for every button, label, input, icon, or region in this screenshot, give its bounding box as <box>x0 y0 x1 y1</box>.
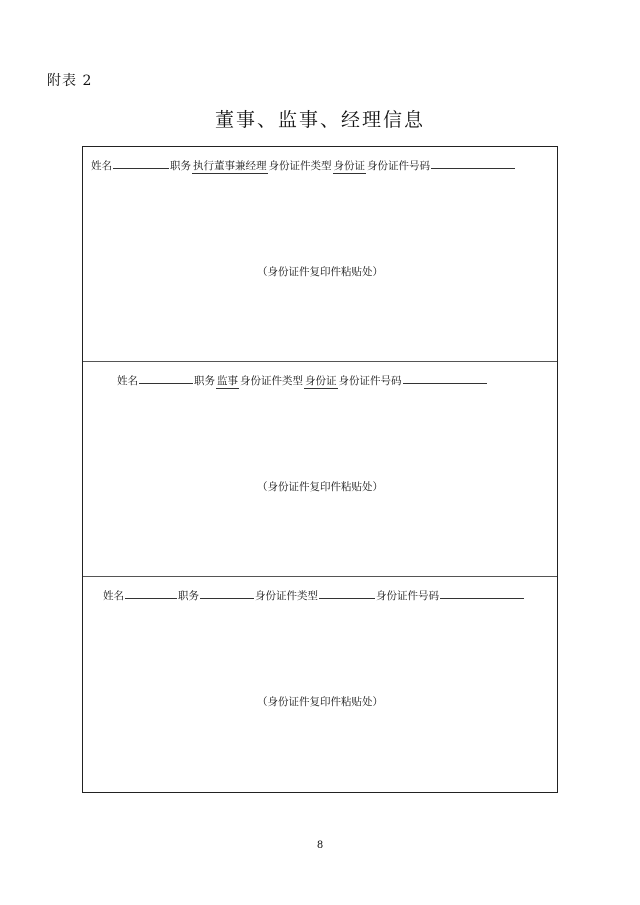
position-value[interactable]: 监事 <box>217 375 238 387</box>
name-field[interactable] <box>125 587 177 599</box>
id-type-label: 身份证件类型 <box>268 160 332 172</box>
id-copy-paste-area: （身份证件复印件粘贴处） <box>257 266 383 278</box>
name-label: 姓名 <box>103 590 124 602</box>
id-number-label: 身份证件号码 <box>338 375 402 387</box>
id-type-value[interactable]: 身份证 <box>305 375 337 387</box>
position-label: 职务 <box>194 375 215 387</box>
page-number: 8 <box>316 840 324 851</box>
id-number-label: 身份证件号码 <box>367 160 430 172</box>
info-line <box>91 157 516 174</box>
id-number-field[interactable] <box>403 372 487 384</box>
id-copy-paste-area: （身份证件复印件粘贴处） <box>257 696 383 708</box>
person-section-3 <box>83 577 557 791</box>
name-label: 姓名 <box>117 375 138 387</box>
info-line <box>117 372 488 389</box>
id-type-label: 身份证件类型 <box>240 375 303 387</box>
position-field[interactable] <box>200 587 254 599</box>
name-label: 姓名 <box>91 160 112 172</box>
id-type-field[interactable] <box>319 587 375 599</box>
person-section-2 <box>83 362 557 577</box>
name-field[interactable] <box>113 157 169 169</box>
id-number-field[interactable] <box>431 157 515 169</box>
id-number-label: 身份证件号码 <box>376 590 439 602</box>
name-field[interactable] <box>139 372 193 384</box>
appendix-label: 附表 2 <box>47 73 93 89</box>
id-number-field[interactable] <box>440 587 524 599</box>
id-type-label: 身份证件类型 <box>255 590 318 602</box>
info-form-table <box>82 146 558 793</box>
position-label: 职务 <box>178 590 199 602</box>
position-label: 职务 <box>170 160 191 172</box>
position-value[interactable]: 执行董事兼经理 <box>193 160 267 172</box>
person-section-1 <box>83 147 557 362</box>
id-copy-paste-area: （身份证件复印件粘贴处） <box>257 481 383 493</box>
info-line <box>103 587 525 603</box>
id-type-value[interactable]: 身份证 <box>333 160 365 172</box>
page-title: 董事、监事、经理信息 <box>214 108 425 131</box>
